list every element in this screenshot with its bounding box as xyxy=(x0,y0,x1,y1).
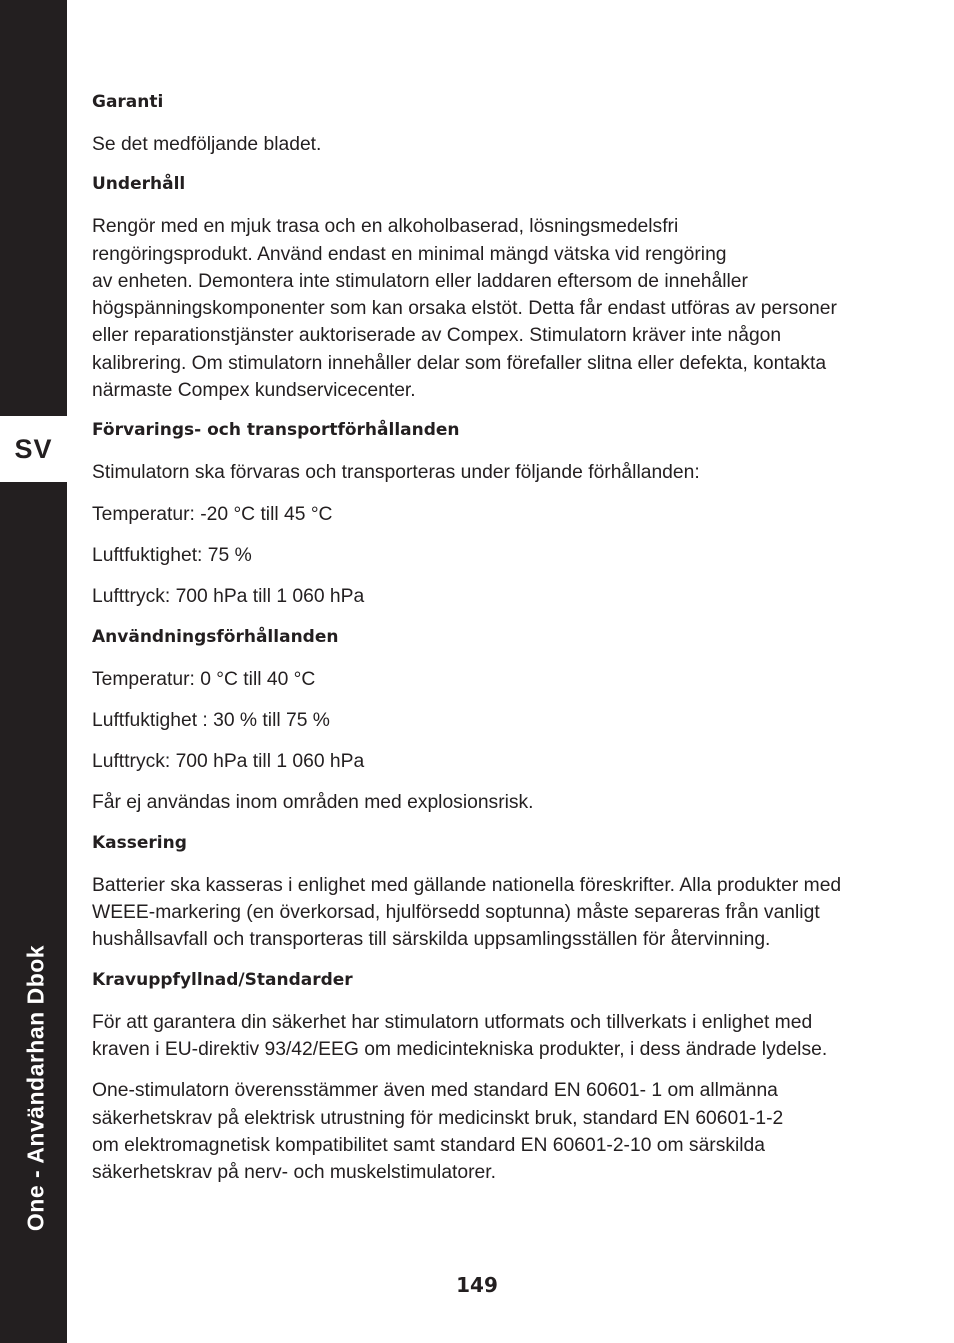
text-line: om elektromagnetisk kompatibilitet samt standard EN 60601-2-10 om särskilda xyxy=(92,1134,766,1156)
text-line: WEEE-markering (en överkorsad, hjulförsedd soptunna) måste separeras från vanligt xyxy=(92,902,820,924)
text-line: eller reparationstjänster auktoriserade av Compex. Stimulatorn kräver inte någon xyxy=(92,325,782,347)
text-line: säkerhetskrav på elektrisk utrustning för medicinskt bruk, standard EN 60601-1-2 xyxy=(92,1107,784,1129)
page-number: 149 xyxy=(456,1273,498,1297)
text-line: av enheten. Demontera inte stimulatorn eller laddaren eftersom de innehåller xyxy=(92,270,748,292)
heading-forvaring: Förvarings- och transportförhållanden xyxy=(92,420,460,441)
text-line: One-stimulatorn överensstämmer även med standard EN 60601- 1 om allmänna xyxy=(92,1080,778,1102)
text-line: hushållsavfall och transporteras till särskilda uppsamlingsställen för återvinning. xyxy=(92,929,771,951)
heading-anvandning: Användningsförhållanden xyxy=(92,626,339,647)
text-line: kraven i EU-direktiv 93/42/EEG om medicintekniska produkter, i dess ändrade lydelse. xyxy=(92,1038,828,1060)
underhall-paragraph xyxy=(92,213,872,404)
forvaring-temperature: Temperatur: -20 °C till 45 °C xyxy=(92,503,333,525)
standarder-paragraph-1 xyxy=(92,1009,872,1064)
language-code: SV xyxy=(14,433,53,464)
heading-garanti: Garanti xyxy=(92,92,164,112)
language-tab xyxy=(0,416,67,482)
text-line: rengöringsprodukt. Använd endast en minimal mängd vätska vid rengöring xyxy=(92,243,727,265)
heading-kassering: Kassering xyxy=(92,832,187,853)
heading-standarder: Kravuppfyllnad/Standarder xyxy=(92,969,353,990)
anvandning-temperature: Temperatur: 0 °C till 40 °C xyxy=(92,668,316,690)
text-line: Batterier ska kasseras i enlighet med gällande nationella föreskrifter. Alla produkter med xyxy=(92,874,842,896)
forvaring-intro: Stimulatorn ska förvaras och transporteras under följande förhållanden: xyxy=(92,462,700,484)
text-line: säkerhetskrav på nerv- och muskelstimulatorer. xyxy=(92,1162,496,1184)
text-line: högspänningskomponenter som kan orsaka elstöt. Detta får endast utföras av personer xyxy=(92,298,837,320)
text-line: För att garantera din säkerhet har stimulatorn utformats och tillverkats i enlighet med xyxy=(92,1011,813,1033)
anvandning-humidity: Luftfuktighet : 30 % till 75 % xyxy=(92,709,330,731)
standarder-paragraph-2 xyxy=(92,1077,872,1186)
text-line: Rengör med en mjuk trasa och en alkoholbaserad, lösningsmedelsfri xyxy=(92,216,679,238)
page-content xyxy=(92,90,872,1200)
garanti-text: Se det medföljande bladet. xyxy=(92,134,322,155)
manual-title: One - Användarhan Dbok xyxy=(22,944,49,1232)
kassering-paragraph xyxy=(92,872,872,954)
text-line: kalibrering. Om stimulatorn innehåller delar som förefaller slitna eller defekta, kontakta xyxy=(92,352,827,374)
anvandning-pressure: Lufttryck: 700 hPa till 1 060 hPa xyxy=(92,751,365,773)
anvandning-note: Får ej användas inom områden med explosionsrisk. xyxy=(92,792,534,814)
forvaring-humidity: Luftfuktighet: 75 % xyxy=(92,544,252,566)
forvaring-pressure: Lufttryck: 700 hPa till 1 060 hPa xyxy=(92,586,365,608)
text-line: närmaste Compex kundservicecenter. xyxy=(92,380,416,402)
heading-underhall: Underhåll xyxy=(92,174,186,195)
